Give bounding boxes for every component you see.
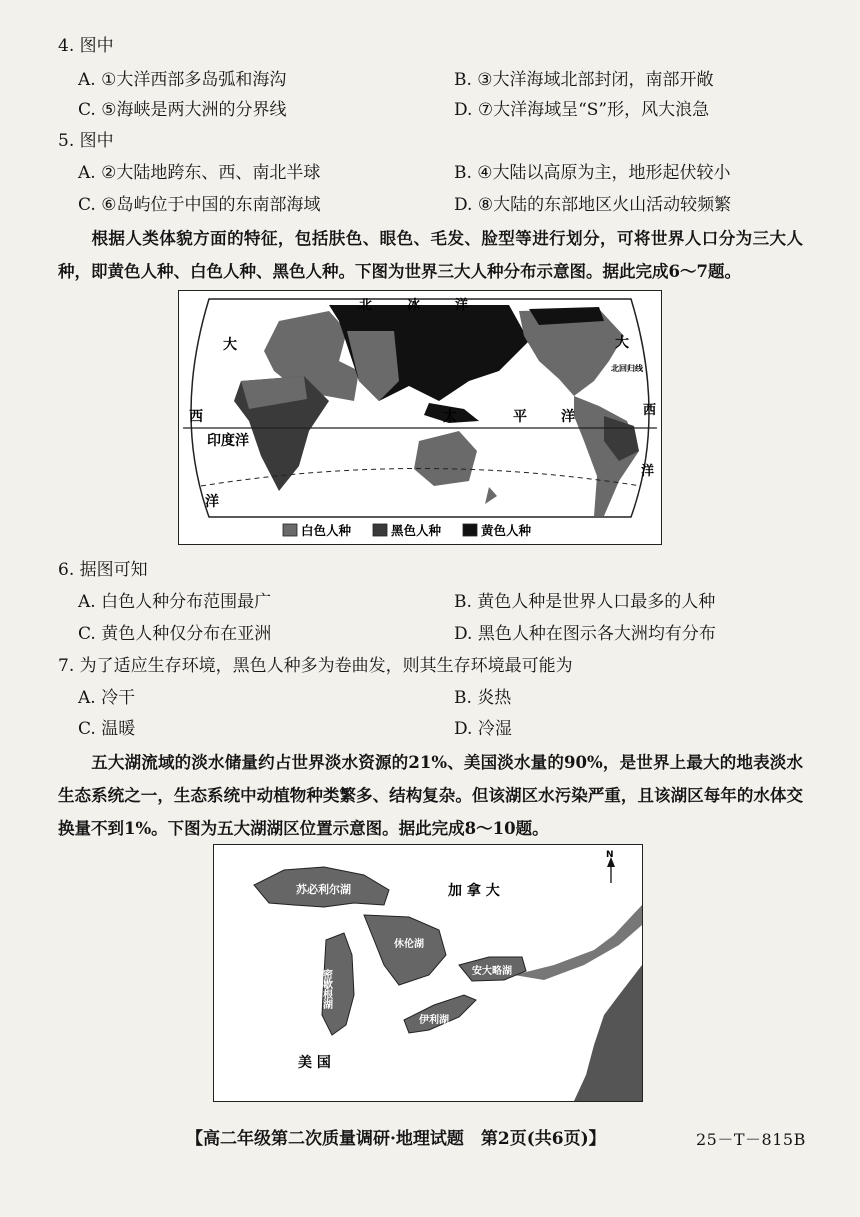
- great-lakes-map: [213, 844, 643, 1102]
- label-da-left: 大: [223, 337, 237, 353]
- label-superior: 苏必利尔湖: [296, 883, 351, 896]
- q5-option-b: B. ④大陆以高原为主，地形起伏较小: [454, 163, 731, 183]
- q5-option-d: D. ⑧大陆的东部地区火山活动较频繁: [454, 195, 732, 215]
- legend-yellow-race: 黄色人种: [481, 523, 532, 538]
- q6-option-c: C. 黄色人种仅分布在亚洲: [78, 624, 272, 644]
- label-north-ice-1: 北: [359, 298, 373, 313]
- legend-swatch-white-race: [283, 524, 297, 536]
- label-pacific-1: 太: [443, 409, 457, 425]
- passage-races-text: 根据人类体貌方面的特征，包括肤色、眼色、毛发、脸型等进行划分，可将世界人口分为三大人种，即黄色人种、白色人种、黑色人种。下图为世界三大人种分布示意图。据此完成6～7题。: [58, 229, 803, 281]
- label-pacific-2: 平: [513, 409, 527, 425]
- label-west-left: 西: [189, 409, 203, 425]
- label-ocean-bottom-right: 洋: [641, 464, 655, 479]
- map-legend: [283, 523, 532, 538]
- label-north-ice-2: 冰: [407, 298, 421, 313]
- label-erie: 伊利湖: [419, 1015, 449, 1026]
- legend-white-race: 白色人种: [301, 523, 352, 538]
- legend-black-race: 黑色人种: [391, 523, 442, 538]
- label-north: N: [606, 850, 614, 860]
- passage-great-lakes-text: 五大湖流域的淡水储量约占世界淡水资源的21%、美国淡水量的90%，是世界上最大的地表淡水生态系统之一，生态系统中动植物种类繁多、结构复杂。但该湖区水污染严重，且该湖区每年的水体交换量不到1%。下图为五大湖湖区位置示意图。据此完成8～10题。: [58, 753, 803, 838]
- q6-stem: 6. 据图可知: [58, 560, 148, 580]
- label-michigan: 密歇根湖: [320, 969, 332, 1009]
- world-races-map: [178, 290, 662, 545]
- paper-code: 25－T－815B: [696, 1130, 806, 1149]
- label-north-ice-3: 洋: [455, 298, 469, 313]
- q4-option-d: D. ⑦大洋海域呈“S”形，风大浪急: [454, 100, 710, 120]
- q4-option-b: B. ③大洋海域北部封闭，南部开敞: [454, 70, 714, 90]
- label-da-right: 大: [615, 335, 629, 351]
- q7-option-d: D. 冷湿: [454, 719, 512, 739]
- label-ocean-bottom-left: 洋: [205, 494, 219, 510]
- page-footer: 【高二年级第二次质量调研·地理试题 第2页(共6页)】: [186, 1129, 606, 1149]
- label-usa: 美 国: [298, 1055, 331, 1071]
- q6-option-d: D. 黑色人种在图示各大洲均有分布: [454, 624, 716, 644]
- world-map-svg: [179, 291, 661, 544]
- passage-races: [58, 222, 803, 288]
- label-west-right: 西: [643, 403, 657, 418]
- label-huron: 休伦湖: [394, 939, 424, 950]
- legend-swatch-black-race: [373, 524, 387, 536]
- q4-stem: 4. 图中: [58, 36, 114, 56]
- label-tropic: 北回归线: [611, 364, 643, 373]
- great-lakes-svg: [214, 845, 642, 1101]
- q4-option-a: A. ①大洋西部多岛弧和海沟: [78, 70, 287, 90]
- q6-option-a: A. 白色人种分布范围最广: [78, 592, 272, 612]
- q7-stem: 7. 为了适应生存环境，黑色人种多为卷曲发，则其生存环境最可能为: [58, 656, 573, 676]
- label-ontario: 安大略湖: [472, 966, 512, 977]
- q7-option-b: B. 炎热: [454, 688, 512, 708]
- label-canada: 加 拿 大: [448, 883, 500, 899]
- q4-option-c: C. ⑤海峡是两大洲的分界线: [78, 100, 287, 120]
- q5-option-a: A. ②大陆地跨东、西、南北半球: [78, 163, 321, 183]
- passage-great-lakes: [58, 746, 803, 845]
- q7-option-c: C. 温暖: [78, 719, 136, 739]
- legend-swatch-yellow-race: [463, 524, 477, 536]
- label-pacific-3: 洋: [561, 409, 575, 425]
- q6-option-b: B. 黄色人种是世界人口最多的人种: [454, 592, 716, 612]
- q5-option-c: C. ⑥岛屿位于中国的东南部海域: [78, 195, 321, 215]
- q5-stem: 5. 图中: [58, 131, 114, 151]
- label-indian-ocean: 印度洋: [207, 433, 249, 449]
- q7-option-a: A. 冷干: [78, 688, 136, 708]
